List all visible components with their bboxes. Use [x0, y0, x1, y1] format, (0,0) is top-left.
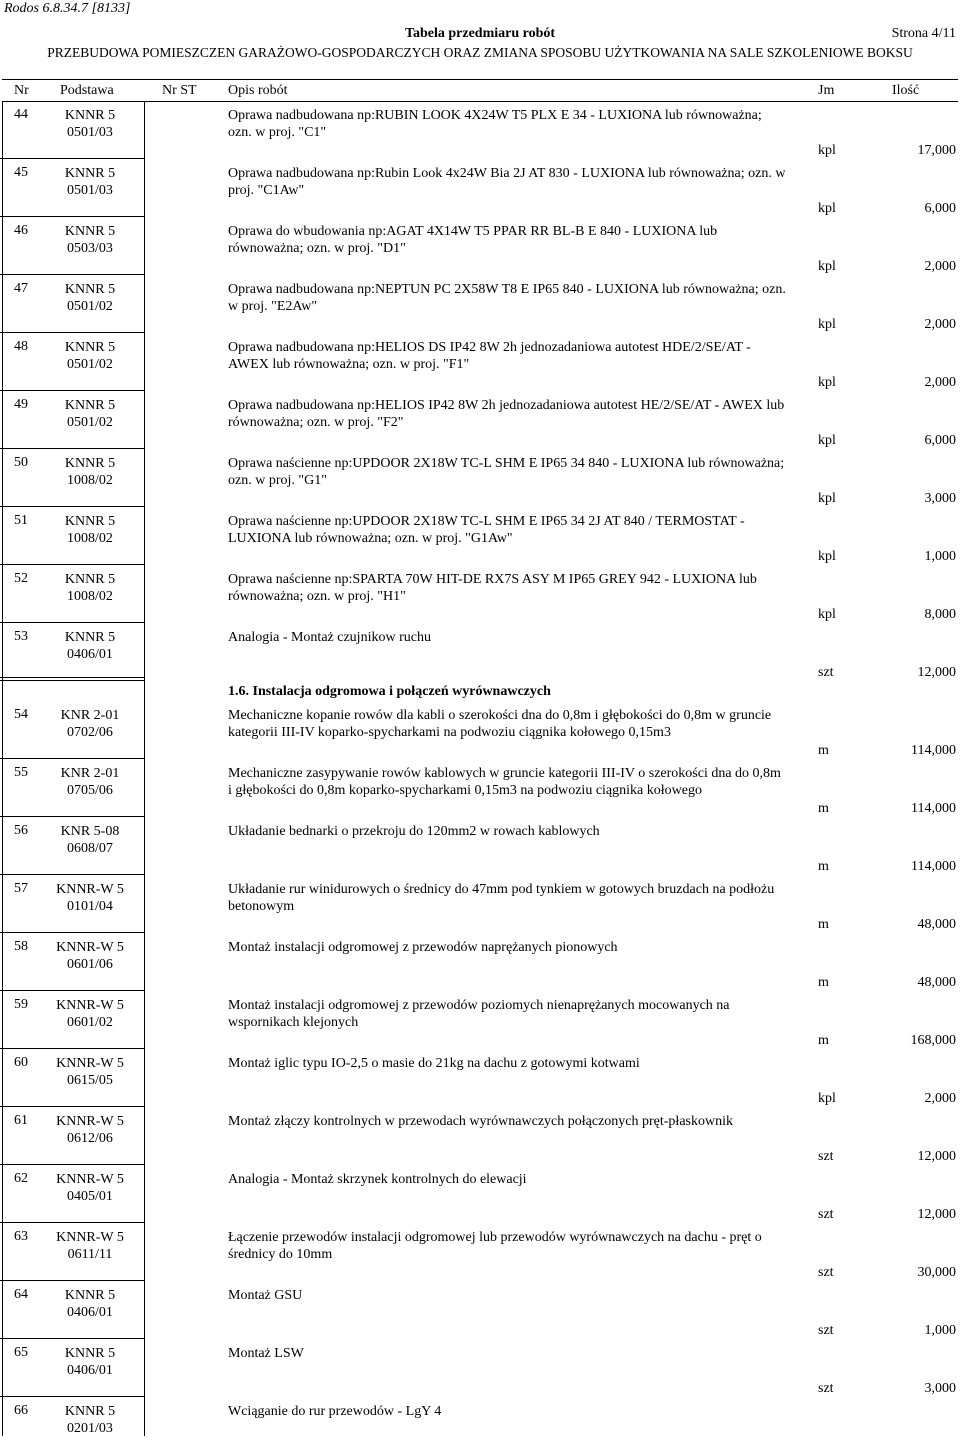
row-quantity: 2,000: [924, 1091, 956, 1106]
basis-catalog: KNNR-W 5: [56, 1056, 124, 1071]
row-number: 55: [14, 765, 28, 780]
basis-catalog: KNNR 5: [64, 1288, 116, 1303]
table-row: [0, 217, 960, 275]
basis-position: 0601/06: [67, 957, 113, 972]
row-description: Oprawa naścienne np:UPDOOR 2X18W TC-L SHM E IP65 34 2J AT 840 / TERMOSTAT - LUXIONA lub równoważna; ozn. w proj. "G1Aw": [228, 514, 745, 546]
row-description: Oprawa do wbudowania np:AGAT 4X14W T5 PPAR RR BL-B E 840 - LUXIONA lub równoważna; ozn. w proj. "D1": [228, 224, 718, 256]
row-unit: kpl: [818, 1091, 836, 1106]
basis-catalog: KNNR 5: [64, 1404, 116, 1419]
row-number: 58: [14, 939, 28, 954]
row-unit: kpl: [818, 607, 836, 622]
table-row: [0, 701, 960, 759]
basis-catalog: KNNR-W 5: [56, 940, 124, 955]
basis-catalog: KNNR 5: [64, 340, 116, 355]
row-basis: [44, 281, 136, 315]
row-basis: [44, 823, 136, 857]
table-row: [0, 507, 960, 565]
row-number: 60: [14, 1055, 28, 1070]
table-row: [0, 1281, 960, 1339]
row-number: 48: [14, 339, 28, 354]
basis-catalog: KNNR 5: [64, 398, 116, 413]
row-description: Łączenie przewodów instalacji odgromowej lub przewodów wyrównawczych na dachu - pręt o średnicy do 10mm: [228, 1230, 762, 1262]
basis-position: 0601/02: [67, 1015, 113, 1030]
row-unit: szt: [818, 1207, 834, 1222]
row-unit: m: [818, 743, 829, 758]
row-unit: kpl: [818, 201, 836, 216]
row-number: 45: [14, 165, 28, 180]
header-top-rule: [2, 79, 958, 80]
basis-catalog: KNNR 5: [64, 456, 116, 471]
row-basis: [44, 765, 136, 799]
basis-position: 0406/01: [67, 1305, 113, 1320]
row-description: Oprawa naścienne np:UPDOOR 2X18W TC-L SHM E IP65 34 840 - LUXIONA lub równoważna; ozn. w proj. "G1": [228, 456, 785, 488]
row-quantity: 3,000: [924, 1381, 956, 1396]
table-row: [0, 933, 960, 991]
row-quantity: 6,000: [924, 201, 956, 216]
row-basis: [44, 881, 136, 915]
row-number: 57: [14, 881, 28, 896]
row-basis: [44, 1171, 136, 1205]
basis-catalog: KNNR-W 5: [56, 1230, 124, 1245]
row-unit: m: [818, 917, 829, 932]
row-description: Oprawa nadbudowana np:HELIOS IP42 8W 2h jednozadaniowa autotest HE/2/SE/AT - AWEX lub równoważna; ozn. w proj. "F2": [228, 398, 785, 430]
row-description: Oprawa nadbudowana np:RUBIN LOOK 4X24W T5 PLX E 34 - LUXIONA lub równoważna; ozn. w proj. "C1": [228, 108, 762, 140]
row-basis: [44, 339, 136, 373]
page-number: Strona 4/11: [891, 26, 956, 41]
basis-position: 0406/01: [67, 647, 113, 662]
row-basis: [44, 1229, 136, 1263]
row-unit: kpl: [818, 317, 836, 332]
basis-position: 0101/04: [67, 899, 113, 914]
basis-catalog: KNNR-W 5: [56, 998, 124, 1013]
table-row: [0, 817, 960, 875]
row-description: Układanie bednarki o przekroju do 120mm2 w rowach kablowych: [228, 824, 600, 839]
row-quantity: 114,000: [911, 801, 956, 816]
row-unit: kpl: [818, 259, 836, 274]
row-basis: [44, 1403, 136, 1437]
col-opis: Opis robót: [228, 83, 288, 98]
basis-position: 0406/01: [67, 1363, 113, 1378]
row-basis: [44, 455, 136, 489]
basis-position: 1008/02: [67, 589, 113, 604]
col-nr: Nr: [14, 83, 29, 98]
project-title: PRZEBUDOWA POMIESZCZEN GARAŻOWO-GOSPODARCZYCH ORAZ ZMIANA SPOSOBU UŻYTKOWANIA NA SALE SZKOLENIOWE BOKSU: [47, 45, 913, 60]
row-unit: kpl: [818, 549, 836, 564]
table-row: [0, 1223, 960, 1281]
basis-position: 0612/06: [67, 1131, 113, 1146]
row-number: 46: [14, 223, 28, 238]
row-quantity: 2,000: [924, 259, 956, 274]
row-description: Montaż instalacji odgromowej z przewodów naprężanych pionowych: [228, 940, 618, 955]
table-row: [0, 1339, 960, 1397]
row-quantity: 48,000: [917, 975, 956, 990]
row-basis: [44, 1287, 136, 1321]
row-basis: [44, 107, 136, 141]
row-basis: [44, 1055, 136, 1089]
row-number: 65: [14, 1345, 28, 1360]
row-description: Oprawa nadbudowana np:HELIOS DS IP42 8W 2h jednozadaniowa autotest HDE/2/SE/AT - AWEX lub równoważna; ozn. w proj. "F1": [228, 340, 751, 372]
basis-position: 0501/02: [67, 299, 113, 314]
basis-catalog: KNNR 5: [64, 166, 116, 181]
section-separator: [0, 677, 144, 678]
row-quantity: 8,000: [924, 607, 956, 622]
row-quantity: 12,000: [917, 1149, 956, 1164]
row-description: Oprawa nadbudowana np:Rubin Look 4x24W Bia 2J AT 830 - LUXIONA lub równoważna; ozn. w proj. "C1Aw": [228, 166, 786, 198]
basis-catalog: KNNR-W 5: [56, 1114, 124, 1129]
row-basis: [44, 513, 136, 547]
basis-catalog: KNNR 5: [64, 108, 116, 123]
basis-catalog: KNNR 5: [64, 630, 116, 645]
basis-position: 0201/03: [67, 1421, 113, 1436]
row-unit: kpl: [818, 375, 836, 390]
col-jm: Jm: [818, 83, 835, 98]
col-nr-st: Nr ST: [162, 83, 197, 98]
basis-position: 0608/07: [67, 841, 113, 856]
row-unit: kpl: [818, 433, 836, 448]
table-row: [0, 1107, 960, 1165]
table-row: [0, 623, 960, 681]
basis-catalog: KNNR 5: [64, 572, 116, 587]
row-number: 49: [14, 397, 28, 412]
basis-catalog: KNNR-W 5: [56, 882, 124, 897]
row-quantity: 6,000: [924, 433, 956, 448]
basis-position: 1008/02: [67, 473, 113, 488]
row-number: 62: [14, 1171, 28, 1186]
row-quantity: 1,000: [924, 1323, 956, 1338]
basis-catalog: KNR 2-01: [60, 708, 120, 723]
basis-position: 0405/01: [67, 1189, 113, 1204]
row-quantity: 2,000: [924, 375, 956, 390]
table-row: [0, 101, 960, 159]
col-podstawa: Podstawa: [60, 83, 114, 98]
row-quantity: 114,000: [911, 743, 956, 758]
row-description: Montaż GSU: [228, 1288, 303, 1303]
row-number: 64: [14, 1287, 28, 1302]
basis-position: 0615/05: [67, 1073, 113, 1088]
document-title: Tabela przedmiaru robót: [404, 26, 556, 41]
section-title: 1.6. Instalacja odgromowa i połączeń wyrównawczych: [228, 684, 551, 699]
table-row: [0, 275, 960, 333]
row-number: 53: [14, 629, 28, 644]
row-number: 56: [14, 823, 28, 838]
basis-catalog: KNR 5-08: [60, 824, 120, 839]
row-description: Montaż LSW: [228, 1346, 304, 1361]
row-unit: m: [818, 1033, 829, 1048]
row-number: 61: [14, 1113, 28, 1128]
row-basis: [44, 1345, 136, 1379]
basis-position: 0501/03: [67, 125, 113, 140]
row-unit: m: [818, 801, 829, 816]
row-description: Oprawa nadbudowana np:NEPTUN PC 2X58W T8 E IP65 840 - LUXIONA lub równoważna; ozn. w proj. "E2Aw": [228, 282, 786, 314]
row-number: 54: [14, 707, 28, 722]
row-description: Analogia - Montaż czujnikow ruchu: [228, 630, 431, 645]
row-quantity: 3,000: [924, 491, 956, 506]
row-description: Analogia - Montaż skrzynek kontrolnych do elewacji: [228, 1172, 527, 1187]
row-number: 66: [14, 1403, 28, 1418]
row-basis: [44, 571, 136, 605]
basis-catalog: KNR 2-01: [60, 766, 120, 781]
table-row: [0, 875, 960, 933]
table-row: [0, 1165, 960, 1223]
row-quantity: 1,000: [924, 549, 956, 564]
basis-position: 1008/02: [67, 531, 113, 546]
table-row: [0, 1397, 960, 1455]
row-basis: [44, 397, 136, 431]
row-unit: szt: [818, 1149, 834, 1164]
row-basis: [44, 1113, 136, 1147]
row-description: Montaż iglic typu IO-2,5 o masie do 21kg na dachu z gotowymi kotwami: [228, 1056, 640, 1071]
basis-catalog: KNNR-W 5: [56, 1172, 124, 1187]
row-unit: szt: [818, 665, 834, 680]
row-quantity: 17,000: [917, 143, 956, 158]
row-number: 50: [14, 455, 28, 470]
row-separator: [0, 680, 144, 681]
row-unit: szt: [818, 1265, 834, 1280]
basis-position: 0501/02: [67, 415, 113, 430]
row-basis: [44, 223, 136, 257]
row-number: 47: [14, 281, 28, 296]
basis-catalog: KNNR 5: [64, 514, 116, 529]
row-description: Mechaniczne kopanie rowów dla kabli o szerokości dna do 0,8m i głębokości do 0,8m w gruncie kategorii III-IV koparko-spycharkami na podwoziu ciągnika kołowego 0,15m3: [228, 708, 772, 740]
app-version: Rodos 6.8.34.7 [8133]: [4, 1, 131, 16]
column-headers: [0, 83, 960, 101]
row-unit: m: [818, 859, 829, 874]
row-quantity: 114,000: [911, 859, 956, 874]
table-row: [0, 565, 960, 623]
row-number: 52: [14, 571, 28, 586]
basis-catalog: KNNR 5: [64, 282, 116, 297]
table-row: [0, 159, 960, 217]
row-description: Układanie rur winidurowych o średnicy do 47mm pod tynkiem w gotowych bruzdach na podłożu betonowym: [228, 882, 775, 914]
row-basis: [44, 707, 136, 741]
row-basis: [44, 165, 136, 199]
table-row: [0, 759, 960, 817]
row-description: Wciąganie do rur przewodów - LgY 4: [228, 1404, 442, 1419]
table-row: [0, 1049, 960, 1107]
row-number: 51: [14, 513, 28, 528]
row-quantity: 12,000: [917, 1207, 956, 1222]
row-description: Montaż złączy kontrolnych w przewodach wyrównawczych połączonych pręt-płaskownik: [228, 1114, 733, 1129]
basis-position: 0705/06: [67, 783, 113, 798]
row-basis: [44, 629, 136, 663]
row-unit: szt: [818, 1323, 834, 1338]
row-unit: m: [818, 975, 829, 990]
table-row: [0, 391, 960, 449]
row-number: 63: [14, 1229, 28, 1244]
table-row: [0, 333, 960, 391]
basis-position: 0503/03: [67, 241, 113, 256]
basis-position: 0501/03: [67, 183, 113, 198]
basis-position: 0702/06: [67, 725, 113, 740]
row-description: Mechaniczne zasypywanie rowów kablowych w gruncie kategorii III-IV o szerokości dna do 0,8m i głębokości do 0,8m koparko-spycharkami 0,15m3 na podwoziu ciągnika kołowego: [228, 766, 781, 798]
basis-position: 0501/02: [67, 357, 113, 372]
row-description: Oprawa naścienne np:SPARTA 70W HIT-DE RX7S ASY M IP65 GREY 942 - LUXIONA lub równoważna; ozn. w proj. "H1": [228, 572, 757, 604]
basis-catalog: KNNR 5: [64, 1346, 116, 1361]
row-basis: [44, 997, 136, 1031]
row-number: 44: [14, 107, 28, 122]
col-ilosc: Ilość: [892, 83, 920, 98]
row-number: 59: [14, 997, 28, 1012]
row-unit: kpl: [818, 143, 836, 158]
basis-position: 0611/11: [67, 1247, 113, 1262]
table-row: [0, 991, 960, 1049]
row-basis: [44, 939, 136, 973]
row-description: Montaż instalacji odgromowej z przewodów poziomych nienaprężanych mocowanych na wspornikach klejonych: [228, 998, 730, 1030]
row-quantity: 12,000: [917, 665, 956, 680]
row-unit: szt: [818, 1381, 834, 1396]
row-quantity: 2,000: [924, 317, 956, 332]
row-quantity: 48,000: [917, 917, 956, 932]
row-quantity: 168,000: [910, 1033, 956, 1048]
row-unit: kpl: [818, 491, 836, 506]
table-row: [0, 449, 960, 507]
basis-catalog: KNNR 5: [64, 224, 116, 239]
row-quantity: 30,000: [917, 1265, 956, 1280]
